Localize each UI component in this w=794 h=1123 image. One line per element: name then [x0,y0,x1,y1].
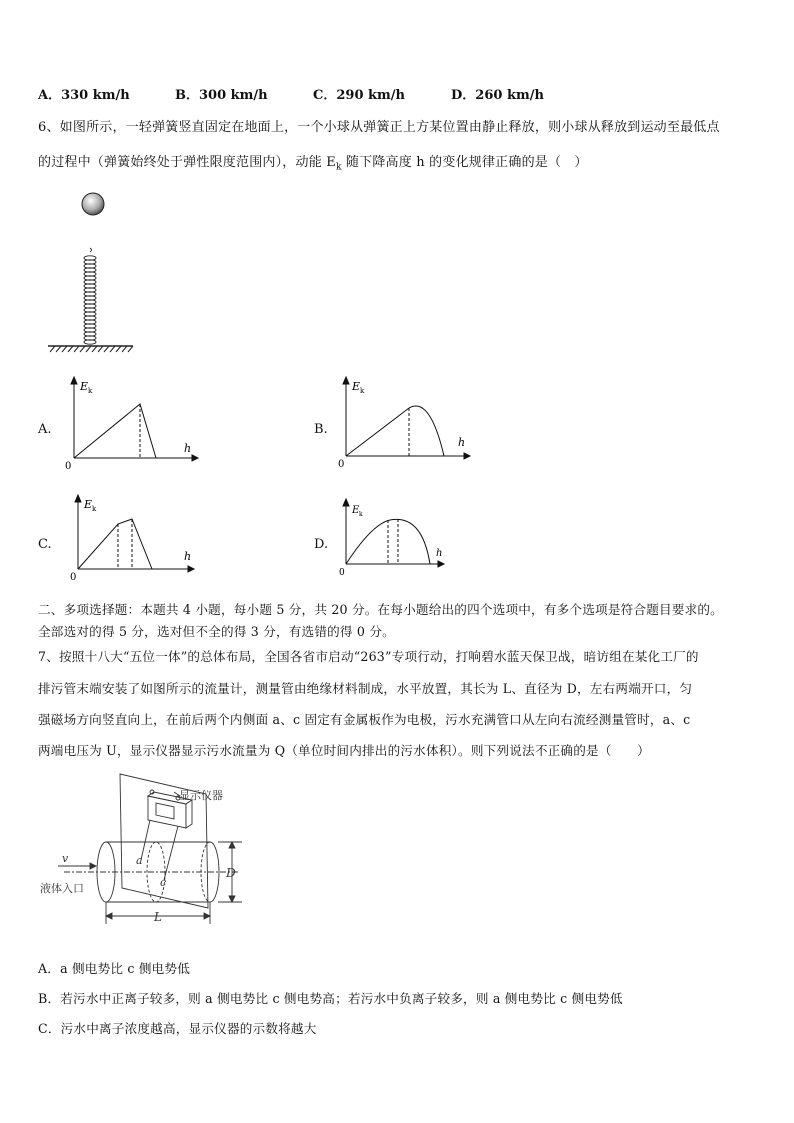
svg-text:c: c [160,876,167,889]
q6-graph-c [60,494,200,589]
section2-line1: 二、多项选择题：本题共 4 小题，每小题 5 分，共 20 分。在每小题给出的四个选项中，有多个选项是符合题目要求的。 [38,602,723,617]
svg-text:h: h [436,548,443,559]
q6-stem-line2: 的过程中（弹簧始终处于弹性限度范围内），动能 $E_k$ 随下降高度 h 的变化规律正确的是（ ） [38,155,588,173]
q7-option-a: A．a 侧电势比 c 侧电势低 [38,961,191,976]
svg-text:a: a [136,854,143,867]
q6-stem-line1: 6、如图所示，一轻弹簧竖直固定在地面上，一个小球从弹簧正上方某位置由静止释放，则小球从释放到运动至最低点 [38,120,720,135]
ground-icon [48,346,133,352]
svg-text:0: 0 [339,568,345,578]
q6-option-b-label: B. [314,422,328,437]
svg-text:v: v [62,852,69,865]
section2-line2: 全部选对的得 5 分，选对但不全的得 3 分，有选错的得 0 分。 [38,624,395,639]
svg-text:h: h [458,436,466,449]
svg-text:h: h [184,442,192,455]
q7-stem-line2: 排污管末端安装了如图所示的流量计，测量管由绝缘材料制成，水平放置，其长为 L、直径为 D，左右两端开口，匀 [38,681,693,696]
q7-stem-line1: 7、按照十八大“五位一体”的总体布局，全国各省市启动“263”专项行动，打响碧水蓝天保卫战，暗访组在某化工厂的 [38,649,699,664]
q6-option-a-label: A. [38,422,52,437]
flowmeter-figure [38,768,253,928]
q7-stem-line3: 强磁场方向竖直向上，在前后两个内侧面 a、c 固定有金属板作为电极，污水充满管口从左向右流经测量管时，a、c [38,712,691,727]
spring-icon [84,248,96,344]
svg-text:E: E [352,380,361,393]
svg-text:E: E [80,380,89,393]
ball-icon [82,193,104,215]
svg-text:E: E [352,505,360,516]
q5-option-b: B．300 km/h [175,88,268,103]
q6-graph-d [334,496,454,586]
svg-text:k: k [88,387,93,395]
q6-graph-b [334,376,474,471]
svg-text:k: k [359,511,363,518]
svg-text:k: k [360,387,365,395]
q7-stem-line4: 两端电压为 U，显示仪器显示污水流量为 Q（单位时间内排出的污水体积）。则下列说法不正确的是（ ） [38,743,650,758]
q6-graph-a [60,376,200,471]
q5-option-a: A．330 km/h [38,88,130,103]
svg-text:0: 0 [65,461,72,471]
q7-option-c: C．污水中离子浓度越高，显示仪器的示数将越大 [38,1021,317,1036]
svg-text:0: 0 [70,572,77,583]
svg-text:液体入口: 液体入口 [40,882,84,895]
svg-text:h: h [184,550,192,563]
svg-text:0: 0 [338,459,345,470]
svg-text:L: L [154,910,162,924]
svg-text:显示仪器: 显示仪器 [179,789,223,802]
q6-option-c-label: C. [38,537,52,552]
svg-text:E: E [84,498,93,511]
q7-option-b: B．若污水中正离子较多，则 a 侧电势比 c 侧电势高；若污水中负离子较多，则 a 侧电势比 c 侧电势低 [38,991,623,1006]
q5-option-c: C．290 km/h [313,88,405,103]
svg-text:D: D [226,866,236,880]
q6-option-d-label: D. [314,537,329,552]
svg-text:k: k [92,505,97,513]
q5-option-d: D．260 km/h [451,88,544,103]
ball-spring-figure [40,188,150,358]
